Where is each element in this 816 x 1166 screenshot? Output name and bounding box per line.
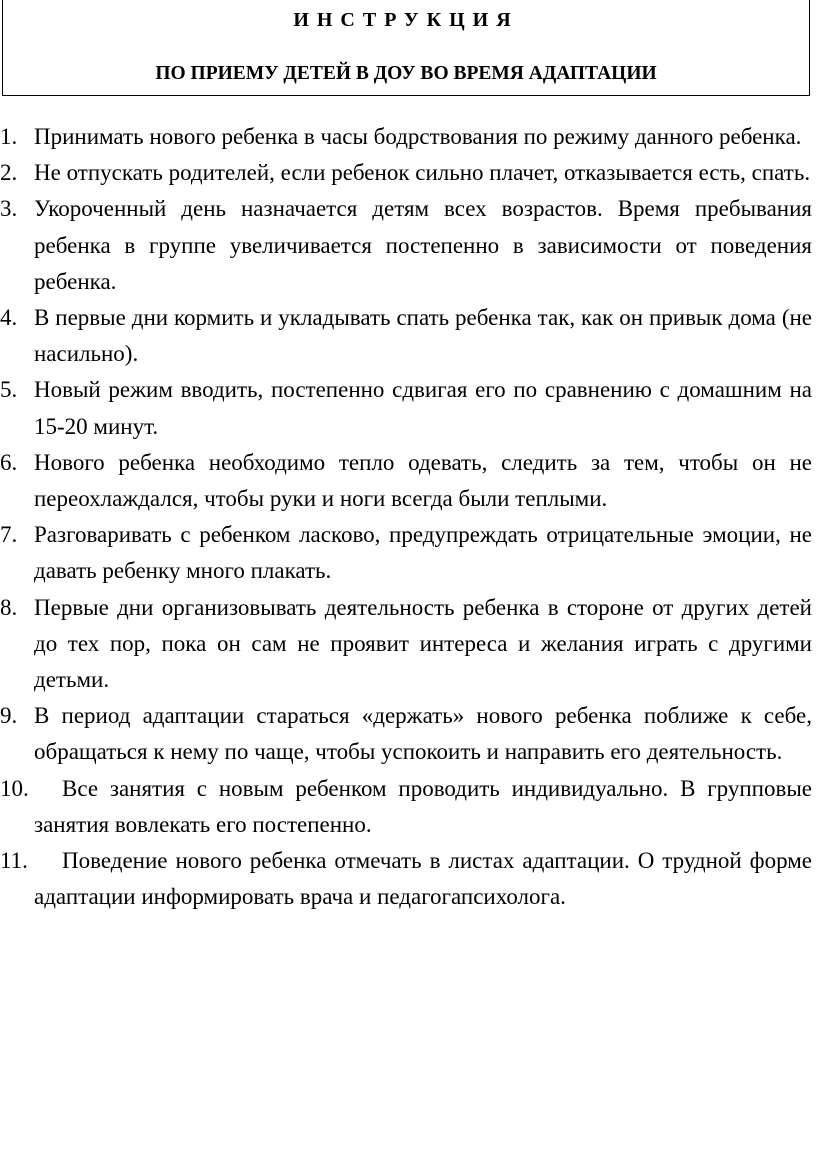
item-number: 3. [0,196,18,222]
item-number: 6. [0,449,18,475]
list-item [0,300,812,372]
item-number: 2. [0,160,18,186]
item-text: Принимать нового ребенка в часы бодрствования по режиму данного ребенка. [34,124,802,149]
instruction-list [0,119,812,915]
list-item [0,119,812,155]
item-text: Не отпускать родителей, если ребенок сильно плачет, отказывается есть, спать. [34,160,811,186]
document-subtitle: ПО ПРИЕМУ ДЕТЕЙ В ДОУ ВО ВРЕМЯ АДАПТАЦИИ [155,63,657,84]
list-item [0,445,812,517]
item-text: Первые дни организовывать деятельность ребенка в стороне от других детей до тех пор, пока он сам не проявит интереса и желания играть с другими детьми. [34,594,812,693]
list-item [0,155,812,191]
item-text: Нового ребенка необходимо тепло одевать, следить за тем, чтобы он не переохлаждался, чтобы руки и ноги всегда были теплыми. [34,449,812,512]
item-number: 1. [0,124,18,149]
item-text: Разговаривать с ребенком ласково, предупреждать отрицательные эмоции, не давать ребенку много плакать. [34,522,812,584]
list-item [0,843,812,915]
item-number: 9. [0,703,18,729]
item-text: В первые дни кормить и укладывать спать ребенка так, как он привык дома (не насильно). [34,305,812,367]
list-item [0,517,812,589]
list-item [0,698,812,770]
item-number: 10. [0,775,29,801]
item-number: 7. [0,522,18,548]
item-text: В период адаптации стараться «держать» нового ребенка поближе к себе, обращаться к нему по чаще, чтобы успокоить и направить его деятельность. [34,703,812,765]
item-text: Поведение нового ребенка отмечать в листах адаптации. О трудной форме адаптации информировать врача и педагогапсихолога. [34,848,812,910]
document-title: ИНСТРУКЦИЯ [293,9,519,31]
item-number: 8. [0,594,18,620]
item-number: 4. [0,305,18,331]
list-item [0,771,812,843]
list-item [0,191,812,300]
item-text: Все занятия с новым ребенком проводить индивидуально. В групповые занятия вовлекать его постепенно. [34,775,812,837]
list-item [0,372,812,444]
item-number: 11. [0,848,28,874]
header-box [2,0,810,96]
item-number: 5. [0,377,18,403]
item-text: Укороченный день назначается детям всех возрастов. Время пребывания ребенка в группе увеличивается постепенно в зависимости от поведения ребенка. [34,196,812,294]
list-item [0,590,812,699]
item-text: Новый режим вводить, постепенно сдвигая его по сравнению с домашним на 15-20 минут. [34,377,812,439]
